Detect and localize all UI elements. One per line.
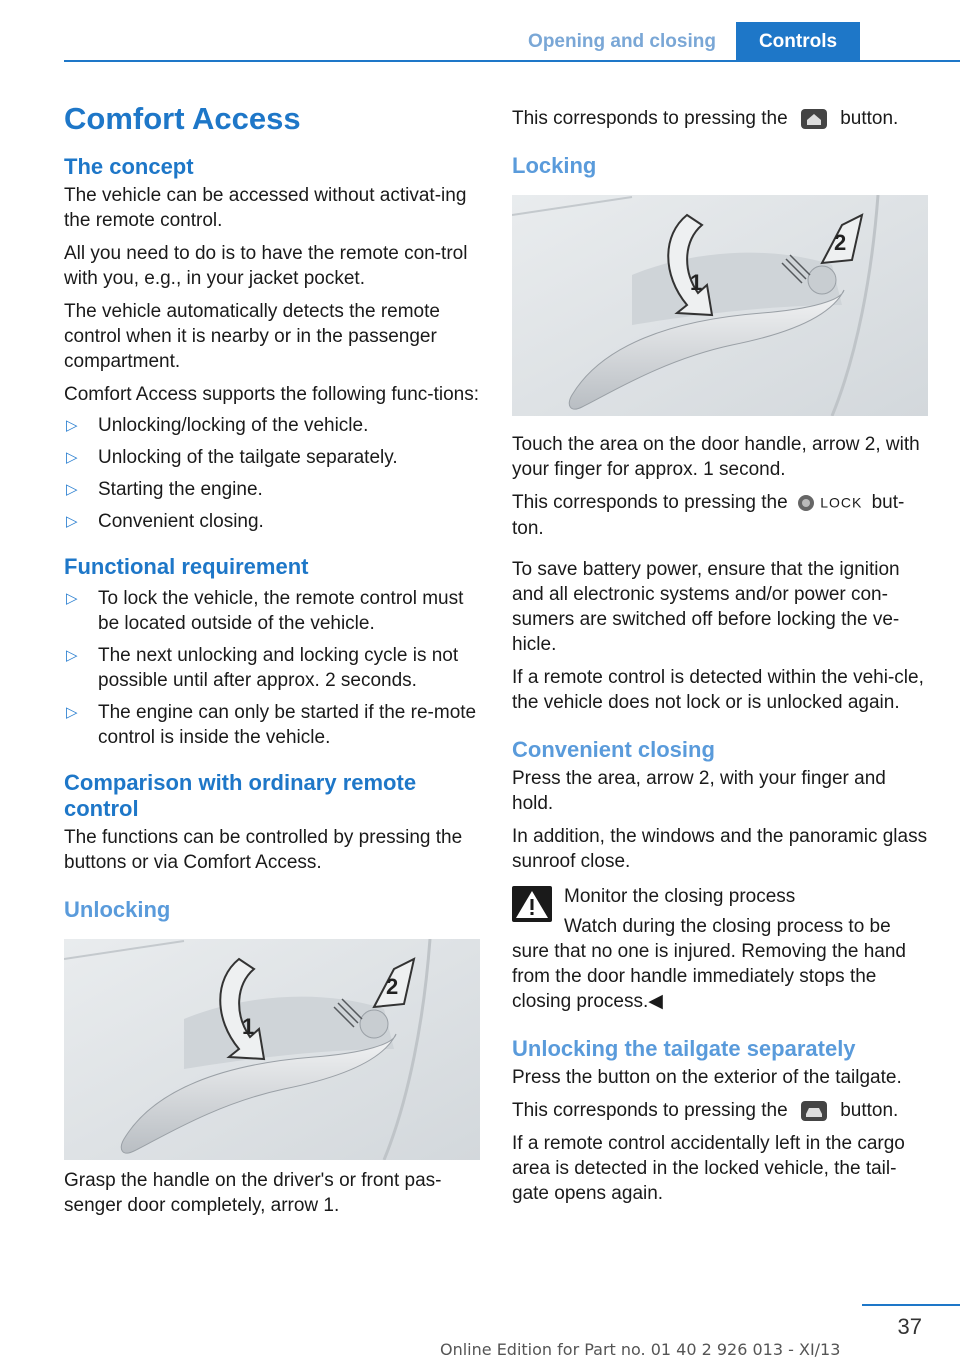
comparison-heading: Comparison with ordinary remote control (64, 770, 417, 821)
bullet-triangle-icon: ▷ (66, 417, 78, 434)
locking-heading: Locking (512, 153, 597, 178)
tailgate-button-icon (799, 1100, 829, 1122)
right-column (512, 98, 928, 1206)
header-section-label: Opening and closing (506, 22, 738, 60)
page-number: 37 (897, 1314, 922, 1339)
door-handle-locking-figure (512, 195, 928, 416)
list-item: ▷ Starting the engine. (66, 479, 263, 500)
concept-paragraph-2: All you need to do is to have the remote con-trol with you, e.g., in your jacket pocket. (64, 243, 468, 289)
convenient-paragraph-1: Press the area, arrow 2, with your finger and hold. (512, 767, 886, 814)
locking-paragraph-1: Touch the area on the door handle, arrow 2, with your finger for approx. 1 second. (512, 434, 920, 480)
arrow-1-label: 1 (242, 1014, 255, 1039)
list-item: ▷ Convenient closing. (66, 511, 264, 532)
tailgate-paragraph-2: If a remote control accidentally left in the cargo area is detected in the locked vehicle, the tail-gate opens again. (512, 1132, 905, 1204)
bullet-triangle-icon: ▷ (66, 481, 78, 498)
list-item: ▷ Unlocking/locking of the vehicle. (66, 415, 369, 436)
locking-paragraph-2: To save battery power, ensure that the ignition and all electronic systems and/or power con-sumers are switched off before locking the ve-hicle. (512, 558, 900, 655)
warning-icon (512, 886, 552, 922)
warning-body: sure that no one is injured. Removing the hand from the door handle immediately stops the closing process.◀ (512, 940, 906, 1012)
requirements-list (64, 586, 480, 750)
tailgate-paragraph-1: Press the button on the exterior of the tailgate. (512, 1066, 902, 1088)
warning-box (512, 884, 928, 1014)
bullet-triangle-icon: ▷ (66, 590, 78, 607)
convenient-paragraph-2: In addition, the windows and the panoramic glass sunroof close. (512, 825, 928, 872)
list-item: ▷ To lock the vehicle, the remote control must be located outside of the vehicle. (66, 588, 464, 634)
arrow-2-label: 2 (386, 974, 399, 999)
footer-rule (862, 1304, 960, 1306)
concept-paragraph-4: Comfort Access supports the following func-tions: (64, 384, 480, 405)
concept-paragraph-3: The vehicle automatically detects the remote control when it is nearby or in the passenger compartment. (64, 301, 440, 372)
page-title: Comfort Access (64, 101, 301, 136)
unlocking-heading: Unlocking (64, 897, 171, 922)
convenient-closing-heading: Convenient closing (512, 736, 715, 762)
tailgate-heading: Unlocking the tailgate separately (512, 1035, 856, 1061)
bullet-triangle-icon: ▷ (66, 647, 78, 664)
left-column (64, 98, 480, 1218)
list-item: ▷ Unlocking of the tailgate separately. (66, 447, 398, 468)
unlock-button-sentence: This corresponds to pressing the button. (512, 108, 899, 129)
concept-heading: The concept (64, 154, 194, 179)
door-handle-unlocking-figure (64, 939, 480, 1160)
unlock-house-button-icon (799, 108, 829, 130)
lock-button-sentence: This corresponds to pressing the LOCK but-ton. (512, 492, 905, 539)
warning-body-line-1: Watch during the closing process to be (564, 915, 891, 937)
header-chapter-tab: Controls (736, 22, 860, 60)
comparison-paragraph: The functions can be controlled by pressing the buttons or via Comfort Access. (64, 827, 463, 873)
functions-list (64, 413, 480, 534)
bullet-triangle-icon: ▷ (66, 704, 78, 721)
bullet-triangle-icon: ▷ (66, 449, 78, 466)
requirement-heading: Functional requirement (64, 554, 309, 579)
list-item: ▷ The engine can only be started if the re-mote control is inside the vehicle. (66, 702, 477, 748)
bullet-triangle-icon: ▷ (66, 513, 78, 530)
list-item: ▷ The next unlocking and locking cycle is not possible until after approx. 2 seconds. (66, 645, 459, 691)
tailgate-button-sentence: This corresponds to pressing the button. (512, 1099, 899, 1121)
arrow-2-label: 2 (834, 230, 847, 255)
lock-button-label: LOCK (820, 494, 863, 511)
concept-paragraph-1: The vehicle can be accessed without activat-ing the remote control. (64, 185, 467, 231)
locking-paragraph-3: If a remote control is detected within the vehi-cle, the vehicle does not lock or is unlocked again. (512, 666, 924, 713)
footer-edition: Online Edition for Part no. 01 40 2 926 013 - XI/13 (440, 1340, 841, 1359)
lock-button-icon (797, 490, 862, 515)
arrow-1-label: 1 (690, 270, 703, 295)
header-rule (64, 60, 960, 62)
warning-title: Monitor the closing process (564, 885, 796, 907)
unlocking-paragraph: Grasp the handle on the driver's or front pas-senger door completely, arrow 1. (64, 1170, 442, 1216)
